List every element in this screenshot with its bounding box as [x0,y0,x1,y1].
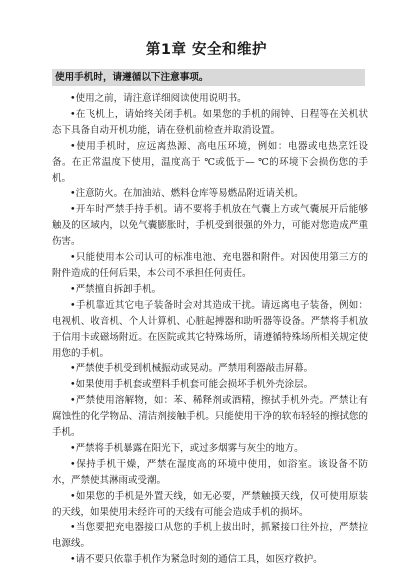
list-item: •保持手机干燥，严禁在湿度高的环境中使用，如浴室。该设备不防水，严禁使其淋雨或受潮。 [52,458,368,486]
list-item: •使用之前，请注意详细阅读使用说明书。 [70,93,247,104]
list-item: •如果您的手机是外置天线，如无必要，严禁触摸天线，仅可使用原装的天线，如果使用未经许可的天线有可能会造成手机的损坏。 [52,490,368,518]
list-item: •如果使用手机套或塑料手机套可能会损坏手机外壳涂层。 [70,379,314,391]
list-item: •请不要只依靠手机作为紧急时刻的通信工具，如医疗救护。 [70,554,323,566]
safety-list [52,91,368,568]
list-item: •手机靠近其它电子装备时会对其造成干扰。请远离电子装备，例如：电视机、收音机、个人计算机、心脏起搏器和助听器等设备。严禁将手机放于信用卡或磁场附近。在医院或其它特殊场所，请遵循特殊场所相关规定使用您的手机。 [52,299,368,359]
list-item: •严禁擅自拆卸手机。 [70,283,162,295]
list-item: •使用手机时，应远离热源、高电压环境，例如：电器或电热烹饪设备。在正常温度下使用，温度高于 ℃或低于— ℃的环境下会损伤您的手机。 [52,140,368,184]
list-item: •严禁将手机暴露在阳光下，或过多烟雾与灰尘的地方。 [70,442,304,454]
list-item: •严禁使用溶解物，如：苯、稀释剂或酒精，擦拭手机外壳。严禁让有腐蚀性的化学物品、清洁剂接触手机。只能使用干净的软布轻轻的擦拭您的手机。 [52,395,368,439]
notice-heading: 使用手机时，请遵循以下注意事项。 [52,69,365,86]
list-item: •只能使用本公司认可的标准电池、充电器和附件。对因使用第三方的附件造成的任何后果，本公司不承担任何责任。 [52,252,368,279]
list-item: •注意防火。在加油站、燃料仓库等易燃品附近请关机。 [70,188,304,200]
list-item: •严禁使手机受到机械振动或晃动。严禁用利器敲击屏幕。 [70,363,314,375]
list-item: •在飞机上，请始终关闭手机。如果您的手机的闹钟、日程等在关机状态下具备自动开机功能，请在登机前检查并取消设置。 [52,108,368,136]
list-item: •开车时严禁手持手机。请不要将手机放在气囊上方或气囊展开后能够触及的区域内，以免气囊膨胀时，手机受到很强的外力，可能对您造成严重伤害。 [52,204,368,248]
chapter-title: 第1章 安全和维护 [145,42,268,58]
list-item: •当您要把充电器接口从您的手机上拔出时，抓紧接口往外拉，严禁拉电源线。 [52,522,368,550]
